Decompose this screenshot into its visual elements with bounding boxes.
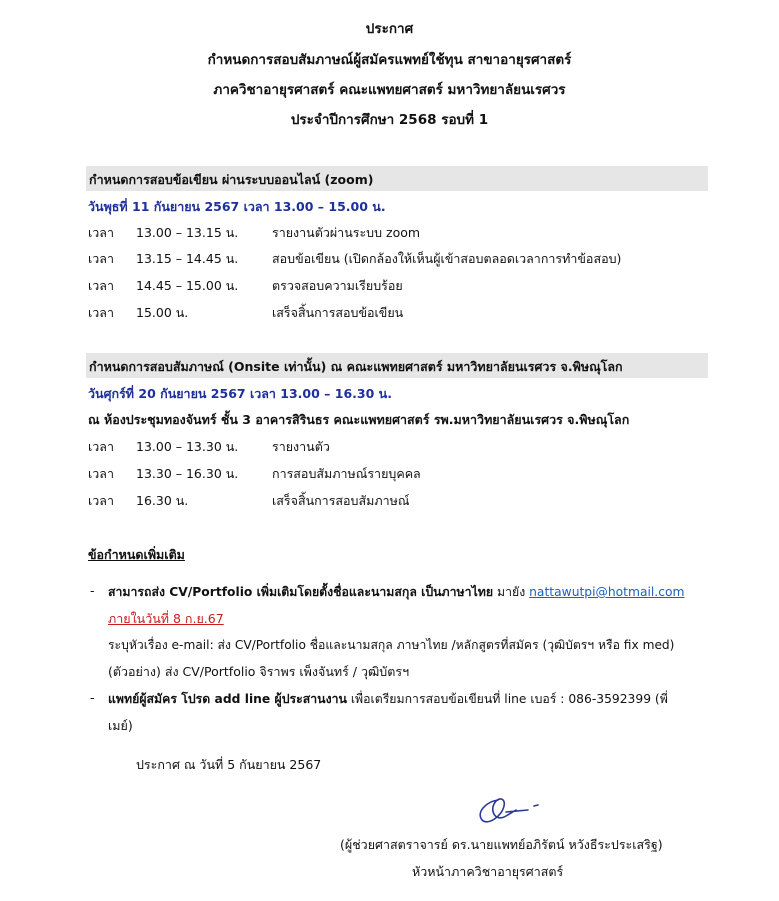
email-subject-example: (ตัวอย่าง) ส่ง CV/Portfolio จิราพร เพ็งจันทร์ / วุฒิบัตรฯ xyxy=(108,664,410,679)
announcement-title: ประกาศ xyxy=(365,21,414,37)
activity: ตรวจสอบความเรียบร้อย xyxy=(272,278,403,293)
time-label: เวลา xyxy=(88,466,114,481)
cv-instruction-to: มายัง xyxy=(493,585,530,599)
line-contact-rest-2: เมย์) xyxy=(108,718,133,733)
time-label: เวลา xyxy=(88,225,114,240)
time-range: 13.15 – 14.45 น. xyxy=(136,251,239,266)
time-range: 15.00 น. xyxy=(136,305,189,320)
time-label: เวลา xyxy=(88,305,114,320)
line-contact-rest: เพื่อเตรียมการสอบข้อเขียนที่ line เบอร์ : 086-3592399 (พี่ xyxy=(346,692,668,706)
bullet-dash: - xyxy=(90,583,95,598)
schedule-title: กำหนดการสอบสัมภาษณ์ผู้สมัครแพทย์ใช้ทุน สาขาอายุรศาสตร์ xyxy=(207,52,572,68)
written-exam-date: วันพุธที่ 11 กันยายน 2567 เวลา 13.00 – 15.00 น. xyxy=(88,199,386,214)
signer-position: หัวหน้าภาควิชาอายุรศาสตร์ xyxy=(412,864,564,879)
interview-title: กำหนดการสอบสัมภาษณ์ (Onsite เท่านั้น) ณ คณะแพทยศาสตร์ มหาวิทยาลัยนเรศวร จ.พิษณุโลก xyxy=(89,359,623,374)
cv-deadline: ภายในวันที่ 8 ก.ย.67 xyxy=(108,611,224,626)
time-label: เวลา xyxy=(88,278,114,293)
signer-name: (ผู้ช่วยศาสตราจารย์ ดร.นายแพทย์อภิรัตน์ หวังธีระประเสริฐ) xyxy=(340,837,663,852)
time-range: 16.30 น. xyxy=(136,493,189,508)
activity: รายงานตัวผ่านระบบ zoom xyxy=(272,225,421,240)
cv-instruction-text: สามารถส่ง CV/Portfolio เพิ่มเติมโดยตั้งชื่อและนามสกุล เป็นภาษาไทย xyxy=(108,585,494,599)
department-title: ภาควิชาอายุรศาสตร์ คณะแพทยศาสตร์ มหาวิทยาลัยนเรศวร xyxy=(213,82,566,98)
time-range: 13.00 – 13.30 น. xyxy=(136,439,239,454)
activity: สอบข้อเขียน (เปิดกล้องให้เห็นผู้เข้าสอบตลอดเวลาการทำข้อสอบ) xyxy=(272,251,622,266)
written-exam-title: กำหนดการสอบข้อเขียน ผ่านระบบออนไลน์ (zoom) xyxy=(89,172,374,187)
time-label: เวลา xyxy=(88,439,114,454)
written-exam-header xyxy=(86,166,708,191)
time-range: 13.00 – 13.15 น. xyxy=(136,225,239,240)
additional-requirements-heading: ข้อกำหนดเพิ่มเติม xyxy=(88,547,185,562)
activity: การสอบสัมภาษณ์รายบุคคล xyxy=(272,466,421,481)
announcement-date: ประกาศ ณ วันที่ 5 กันยายน 2567 xyxy=(136,757,322,772)
academic-year-title: ประจำปีการศึกษา 2568 รอบที่ 1 xyxy=(290,112,489,128)
bullet-dash: - xyxy=(90,690,95,705)
activity: เสร็จสิ้นการสอบข้อเขียน xyxy=(272,305,404,320)
activity: เสร็จสิ้นการสอบสัมภาษณ์ xyxy=(272,493,410,508)
time-label: เวลา xyxy=(88,251,114,266)
time-range: 14.45 – 15.00 น. xyxy=(136,278,239,293)
activity: รายงานตัว xyxy=(272,439,330,454)
cv-instruction xyxy=(108,583,684,602)
interview-date: วันศุกร์ที่ 20 กันยายน 2567 เวลา 13.00 – 16.30 น. xyxy=(88,386,392,401)
interview-header xyxy=(86,353,708,378)
interview-place: ณ ห้องประชุมทองจันทร์ ชั้น 3 อาคารสิรินธร คณะแพทยศาสตร์ รพ.มหาวิทยาลัยนเรศวร จ.พิษณุโลก xyxy=(88,412,630,427)
line-contact-instruction xyxy=(108,690,668,709)
time-label: เวลา xyxy=(88,493,114,508)
line-contact-bold: แพทย์ผู้สมัคร โปรด add line ผู้ประสานงาน xyxy=(108,692,347,706)
email-subject-instruction: ระบุหัวเรื่อง e-mail: ส่ง CV/Portfolio ชื่อและนามสกุล ภาษาไทย /หลักสูตรที่สมัคร (วุฒิบัตรฯ หรือ fix med) xyxy=(108,638,675,652)
time-range: 13.30 – 16.30 น. xyxy=(136,466,239,481)
contact-email-link[interactable]: nattawutpi@hotmail.com xyxy=(529,585,685,599)
signature-image xyxy=(470,790,550,830)
